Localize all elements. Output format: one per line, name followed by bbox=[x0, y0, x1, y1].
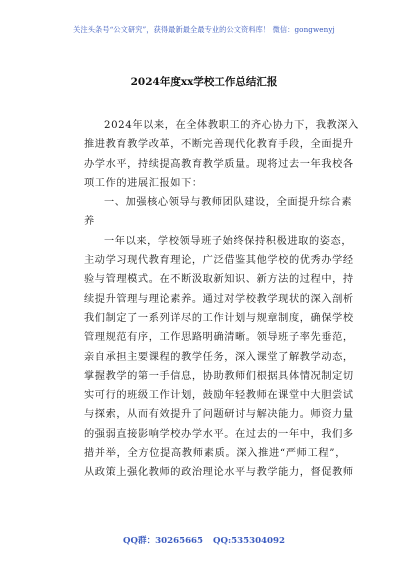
body-line: 2024年以来，在全体教职工的齐心协力下，我教深入 bbox=[104, 120, 359, 131]
document-title: 2024年度xx学校工作总结汇报 bbox=[130, 76, 278, 88]
body-line: 项工作的进展汇报如下： bbox=[84, 177, 203, 189]
body-line: 的强弱直接影响学校办学水平。在过去的一年中，我们多 bbox=[84, 428, 354, 440]
footer-qq-group: QQ群：30265665 bbox=[123, 536, 204, 546]
body-line: 措并举，全方位提高教师素质。深入推进“严师工程”， bbox=[84, 448, 346, 460]
document-body bbox=[84, 116, 359, 483]
footer-qq-number: QQ:535304092 bbox=[213, 536, 285, 546]
body-line: 续提升管理与理论素养。通过对学校教学现状的深入剖析 bbox=[84, 293, 354, 305]
body-line: 办学水平，持续提高教育教学质量。现将过去一年我校各 bbox=[84, 158, 354, 170]
body-line: 亲自承担主要课程的教学任务，深入课堂了解教学动态， bbox=[84, 351, 354, 363]
body-line: 与探索，从而有效提升了问题研讨与解决能力。师资力量 bbox=[84, 409, 354, 421]
body-line: 验与管理模式。在不断汲取新知识、新方法的过程中，持 bbox=[84, 274, 354, 286]
body-line: 一、加强核心领导与教师团队建设，全面提升综合素 bbox=[104, 197, 353, 209]
footer-contact bbox=[0, 534, 408, 546]
body-line: 养 bbox=[84, 216, 95, 228]
body-line: 主动学习现代教育理论，广泛借鉴其他学校的优秀办学经 bbox=[84, 255, 354, 267]
body-line: 从政策上强化教师的政治理论水平与教学能力，督促教师 bbox=[84, 467, 354, 479]
body-line: 一年以来，学校领导班子始终保持积极进取的姿态， bbox=[104, 235, 353, 247]
header-banner: 关注头条号“公文研究”，获得最新最全最专业的公文资料库！ 微信：gongwenyj bbox=[73, 25, 335, 34]
body-line: 管理规范有序，工作思路明确清晰。领导班子率先垂范， bbox=[84, 332, 354, 344]
body-line: 掌握教学的第一手信息，协助教师们根据具体情况制定切 bbox=[84, 370, 354, 382]
body-line: 实可行的班级工作计划，鼓励年轻教师在课堂中大胆尝试 bbox=[84, 390, 354, 402]
body-line: 推进教育教学改革，不断完善现代化教育手段，全面提升 bbox=[84, 139, 354, 151]
body-line: 我们制定了一系列详尽的工作计划与规章制度，确保学校 bbox=[84, 312, 354, 324]
